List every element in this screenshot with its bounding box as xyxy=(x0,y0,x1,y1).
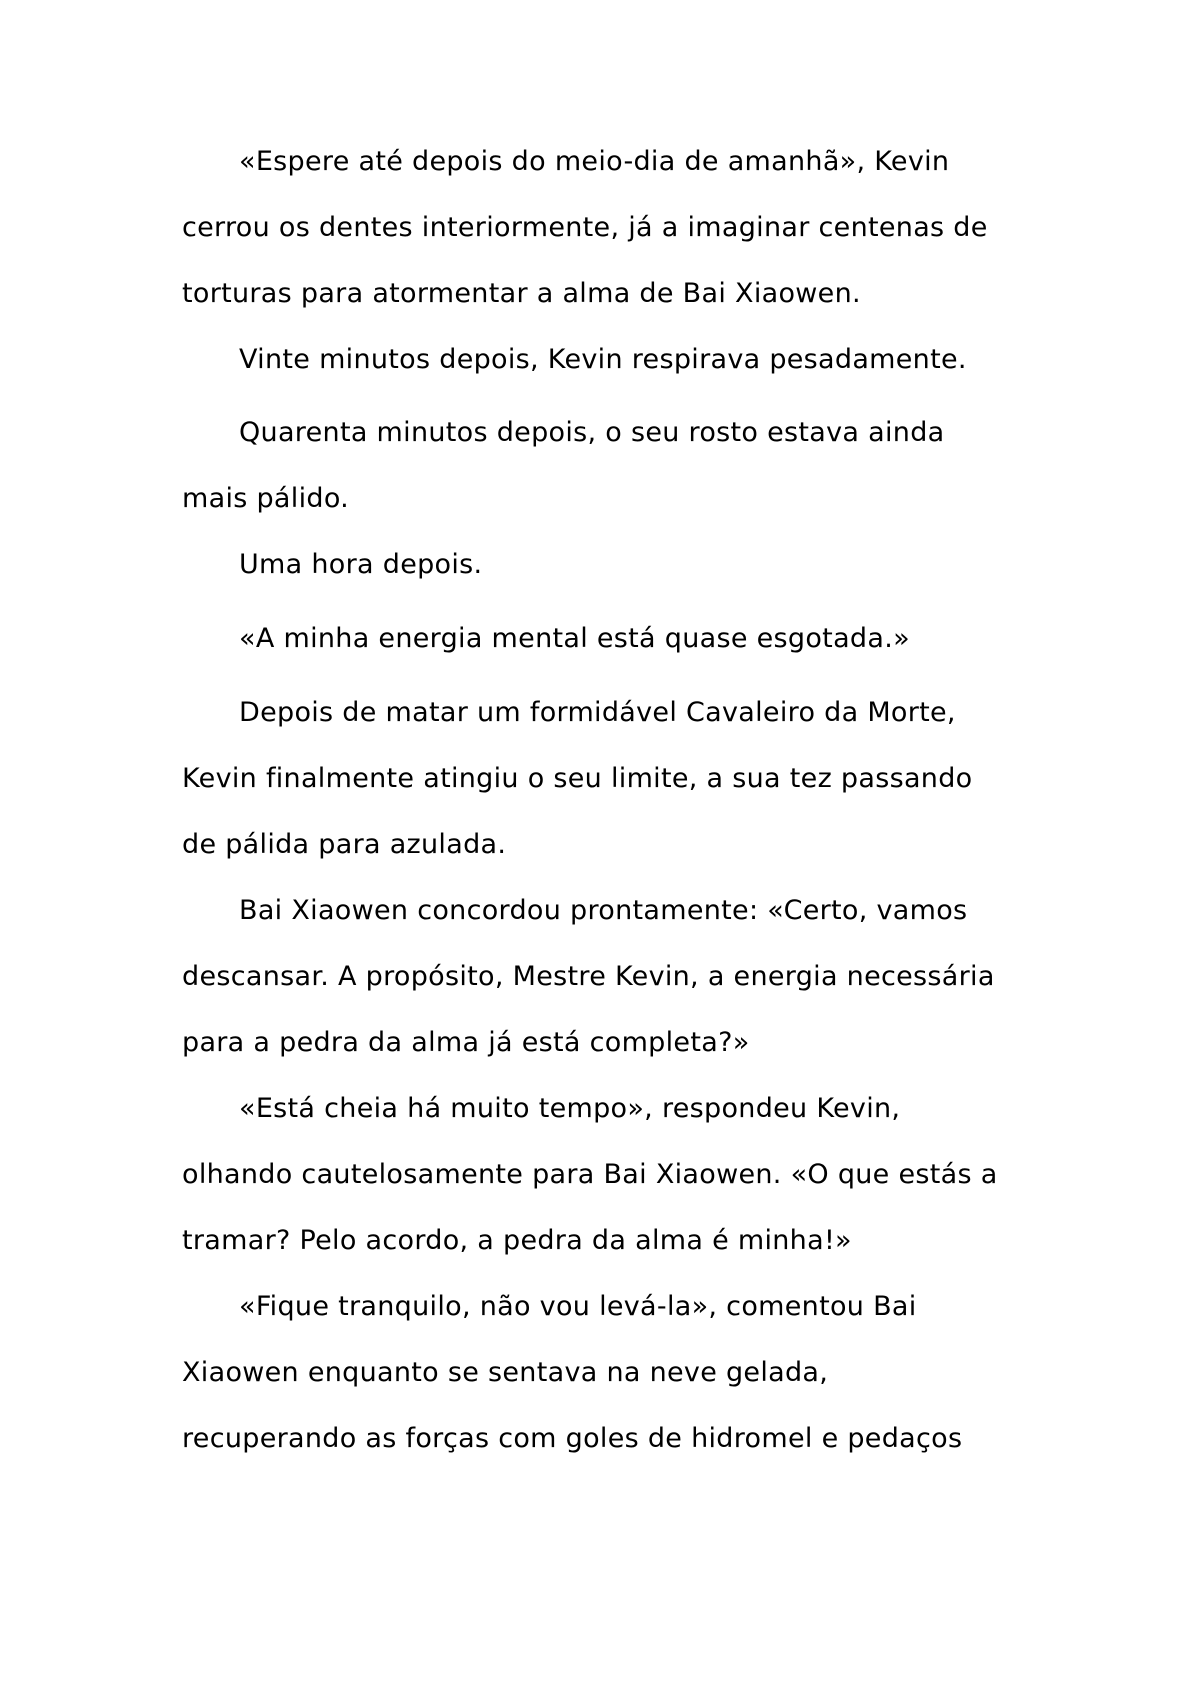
text-line: Bai Xiaowen concordou prontamente: «Certo, vamos xyxy=(239,895,968,926)
text-line: para a pedra da alma já está completa?» xyxy=(182,1027,750,1058)
text-line: Uma hora depois. xyxy=(239,549,483,580)
text-line: Vinte minutos depois, Kevin respirava pesadamente. xyxy=(239,344,967,375)
text-line: Depois de matar um formidável Cavaleiro da Morte, xyxy=(239,697,956,728)
text-line: «Fique tranquilo, não vou levá-la», comentou Bai xyxy=(239,1291,917,1322)
text-line: olhando cautelosamente para Bai Xiaowen. «O que estás a xyxy=(182,1159,998,1190)
text-line: torturas para atormentar a alma de Bai Xiaowen. xyxy=(182,278,861,309)
text-line: «Está cheia há muito tempo», respondeu Kevin, xyxy=(239,1093,901,1124)
text-line: cerrou os dentes interiormente, já a imaginar centenas de xyxy=(182,212,988,243)
text-line: de pálida para azulada. xyxy=(182,829,507,860)
text-line: «A minha energia mental está quase esgotada.» xyxy=(239,623,910,654)
text-line: Xiaowen enquanto se sentava na neve gelada, xyxy=(182,1357,829,1388)
text-line: Quarenta minutos depois, o seu rosto estava ainda xyxy=(239,417,945,448)
text-line: Kevin finalmente atingiu o seu limite, a sua tez passando xyxy=(182,763,973,794)
text-line: descansar. A propósito, Mestre Kevin, a energia necessária xyxy=(182,961,995,992)
text-line: recuperando as forças com goles de hidromel e pedaços xyxy=(182,1423,963,1454)
text-line: «Espere até depois do meio-dia de amanhã», Kevin xyxy=(239,146,950,177)
text-line: tramar? Pelo acordo, a pedra da alma é minha!» xyxy=(182,1225,852,1256)
text-line: mais pálido. xyxy=(182,483,350,514)
